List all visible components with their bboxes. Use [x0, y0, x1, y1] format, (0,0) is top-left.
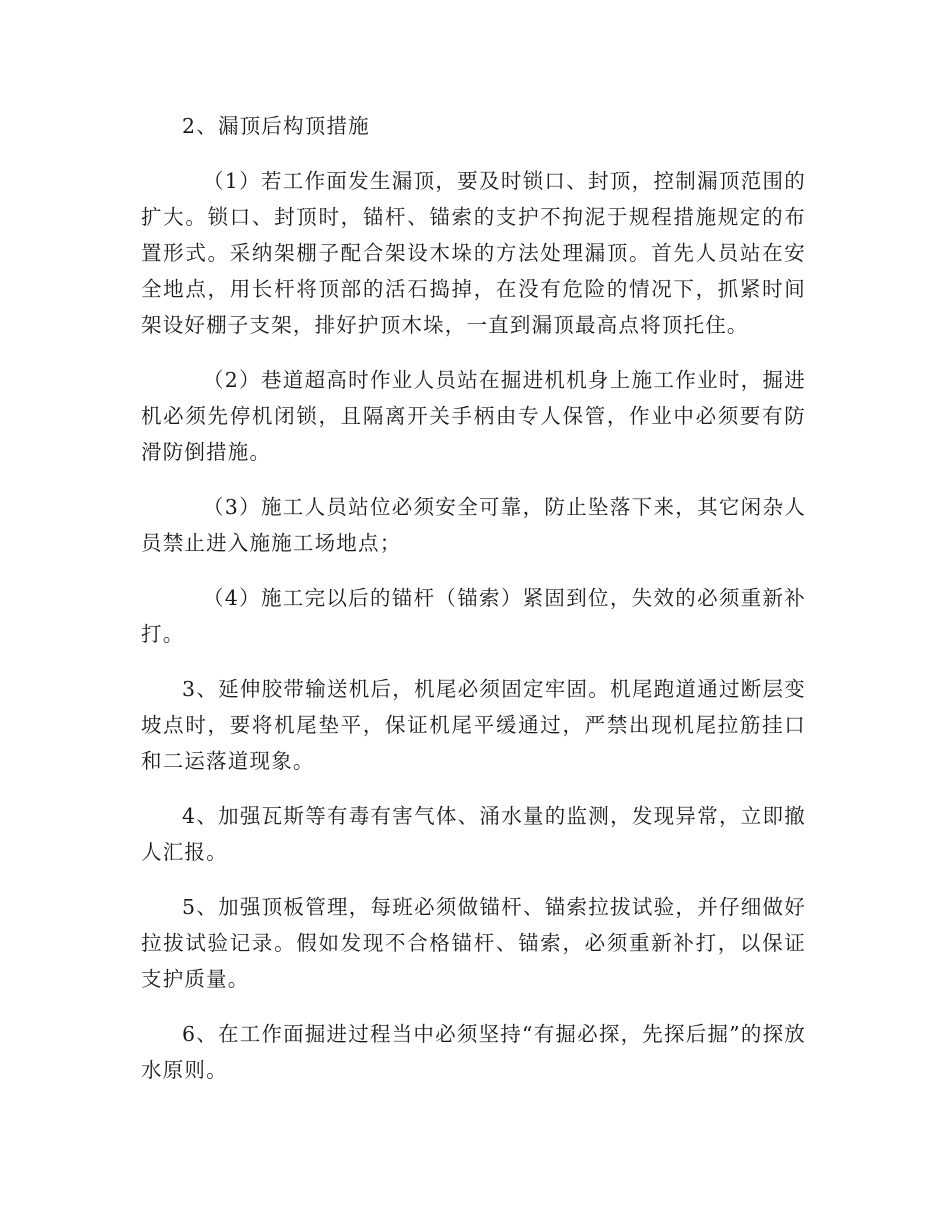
- paragraph-item-4: 4、加强瓦斯等有毒有害气体、涌水量的监测，发现异常，立即撤人汇报。: [141, 804, 806, 864]
- paragraph-item-3: 3、延伸胶带输送机后，机尾必须固定牢固。机尾跑道通过断层变坡点时，要将机尾垫平，保证机尾平缓通过，严禁出现机尾拉筋挂口和二运落道现象。: [141, 677, 806, 773]
- document-body: [141, 108, 806, 1107]
- paragraph-item-2-1: （1）若工作面发生漏顶，要及时锁口、封顶，控制漏顶范围的扩大。锁口、封顶时，锚杆、锚索的支护不拘泥于规程措施规定的布置形式。采纳架棚子配合架设木垛的方法处理漏顶。首先人员站在安全地点，用长杆将顶部的活石捣掉，在没有危险的情况下，抓紧时间架设好棚子支架，排好护顶木垛，一直到漏顶最高点将顶托住。: [141, 169, 806, 337]
- paragraph-item-2-4: （4）施工完以后的锚杆（锚索）紧固到位，失效的必须重新补打。: [141, 586, 806, 646]
- paragraph-item-5: 5、加强顶板管理，每班必须做锚杆、锚索拉拔试验，并仔细做好拉拔试验记录。假如发现不合格锚杆、锚索，必须重新补打，以保证支护质量。: [141, 895, 806, 991]
- paragraph-item-2-2: （2）巷道超高时作业人员站在掘进机机身上施工作业时，掘进机必须先停机闭锁，且隔离开关手柄由专人保管，作业中必须要有防滑防倒措施。: [141, 368, 806, 464]
- section-heading-2: 2、漏顶后构顶措施: [182, 114, 370, 138]
- paragraph-item-6: 6、在工作面掘进过程当中必须坚持“有掘必探，先探后掘”的探放水原则。: [141, 1022, 806, 1082]
- paragraph-item-2-3: （3）施工人员站位必须安全可靠，防止坠落下来，其它闲杂人员禁止进入施施工场地点；: [141, 495, 806, 555]
